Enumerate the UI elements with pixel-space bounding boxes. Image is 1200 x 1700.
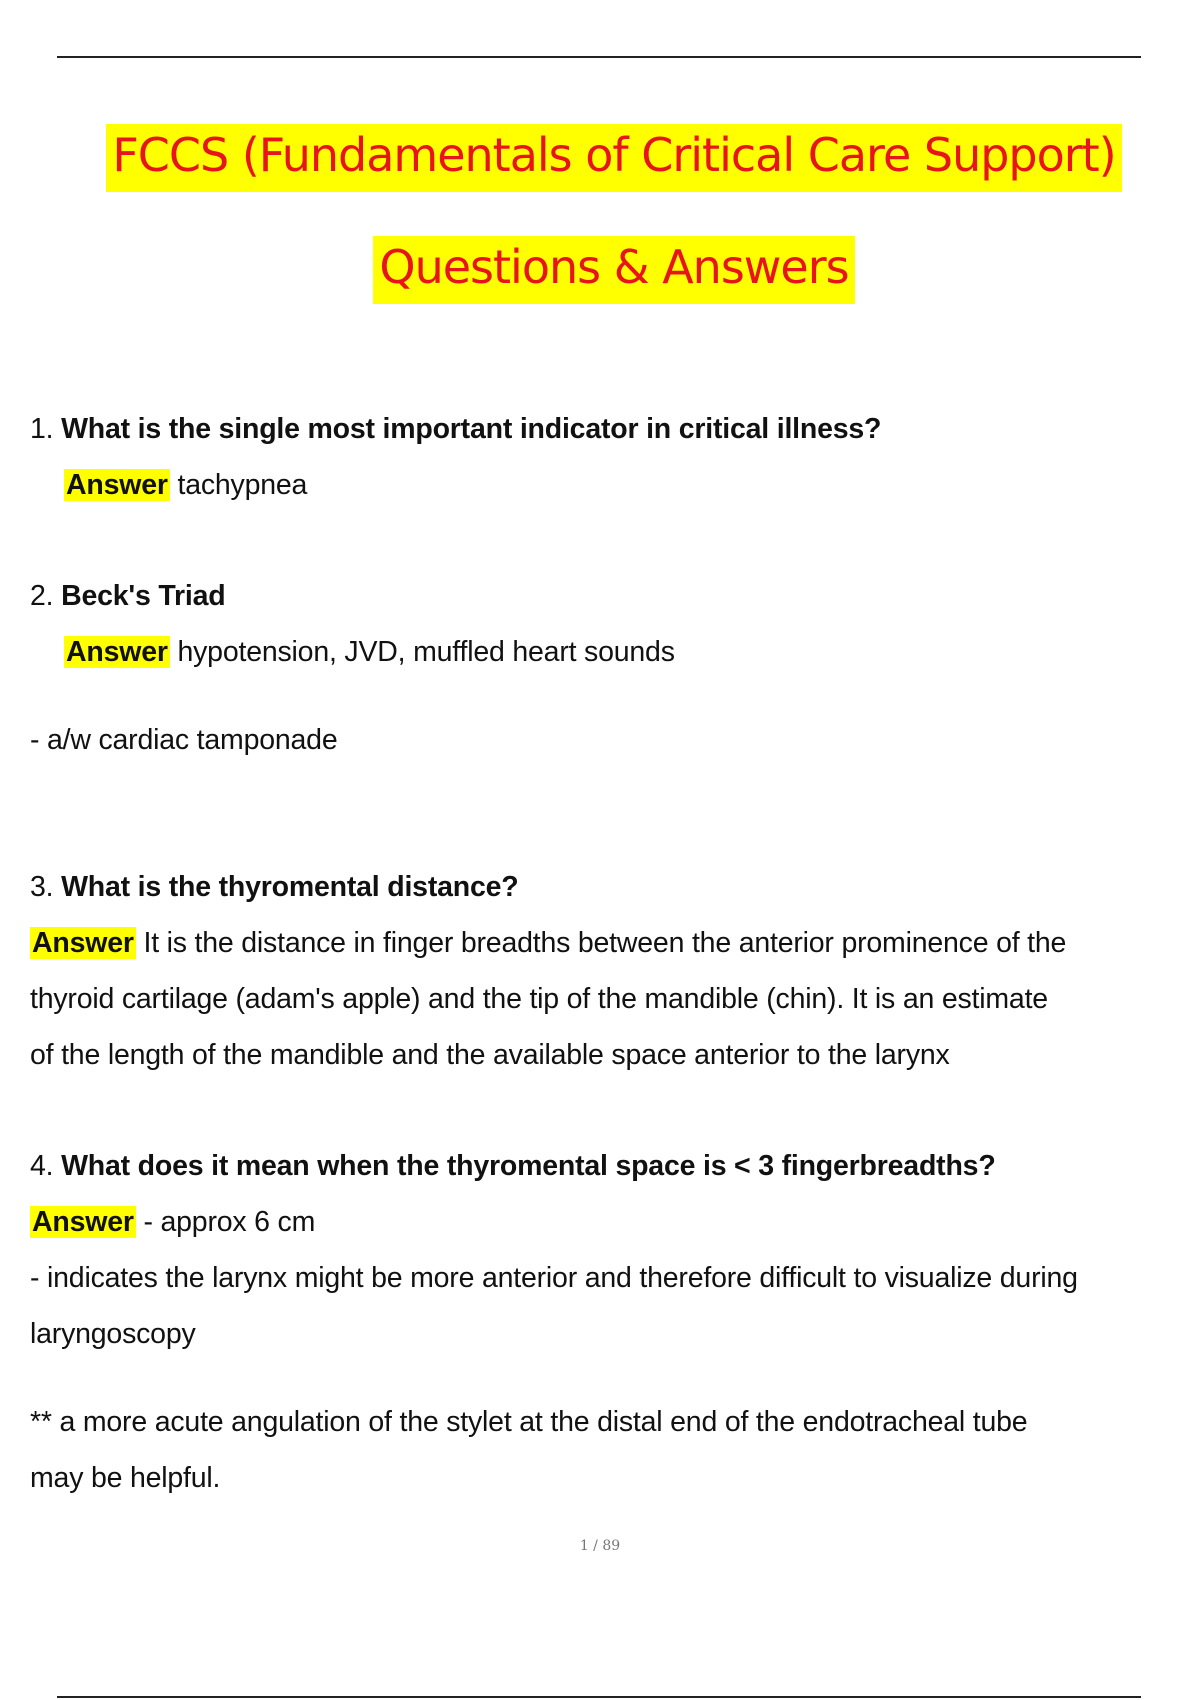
answer-label: Answer (66, 636, 168, 668)
question-number: 1. (30, 413, 54, 445)
qa-item-2-note (30, 712, 1200, 768)
question-number: 3. (30, 871, 54, 903)
question-number: 4. (30, 1150, 54, 1182)
answer-3-line-2: thyroid cartilage (adam's apple) and the tip of the mandible (chin). It is an estimate (30, 983, 1048, 1015)
document-title (14, 128, 1200, 182)
question-4 (30, 1138, 1200, 1194)
title-line-1: FCCS (Fundamentals of Critical Care Support) (106, 124, 1121, 192)
answer-2 (30, 624, 1200, 680)
page-number: 1 / 89 (579, 1538, 621, 1554)
question-number: 2. (30, 580, 54, 612)
answer-3-line-1 (30, 915, 1200, 971)
answer-text: It is the distance in finger breadths between the anterior prominence of the (135, 927, 1067, 959)
question-1 (30, 401, 1200, 457)
question-text: What is the single most important indicator in critical illness? (61, 413, 882, 445)
note-line-1: ** a more acute angulation of the stylet at the distal end of the endotracheal tube (30, 1406, 1028, 1438)
question-text: What is the thyromental distance? (61, 871, 519, 903)
answer-text: - approx 6 cm (135, 1206, 316, 1238)
question-text: Beck's Triad (61, 580, 226, 612)
bottom-rule (57, 1696, 1141, 1698)
answer-4-detail-line-2: laryngoscopy (30, 1318, 196, 1350)
answer-text: hypotension, JVD, muffled heart sounds (169, 636, 675, 668)
question-2 (30, 568, 1200, 624)
document-subtitle (14, 240, 1200, 294)
top-rule (57, 56, 1141, 58)
qa-item-3 (30, 859, 1200, 1083)
answer-4-detail-line-1: - indicates the larynx might be more anterior and therefore difficult to visualize during (30, 1262, 1078, 1294)
qa-item-4-note (30, 1394, 1200, 1506)
qa-item-4 (30, 1138, 1200, 1362)
title-line-2: Questions & Answers (373, 236, 854, 304)
answer-1 (30, 457, 1200, 513)
qa-item-2 (30, 568, 1200, 680)
qa-item-1 (30, 401, 1200, 513)
answer-4 (30, 1194, 1200, 1250)
answer-3-line-3: of the length of the mandible and the available space anterior to the larynx (30, 1039, 950, 1071)
answer-text: tachypnea (169, 469, 308, 501)
answer-label: Answer (32, 1206, 134, 1238)
question-3 (30, 859, 1200, 915)
answer-label: Answer (66, 469, 168, 501)
note-text: - a/w cardiac tamponade (30, 724, 338, 756)
answer-label: Answer (32, 927, 134, 959)
question-text: What does it mean when the thyromental space is < 3 fingerbreadths? (61, 1150, 996, 1182)
note-line-2: may be helpful. (30, 1462, 221, 1494)
